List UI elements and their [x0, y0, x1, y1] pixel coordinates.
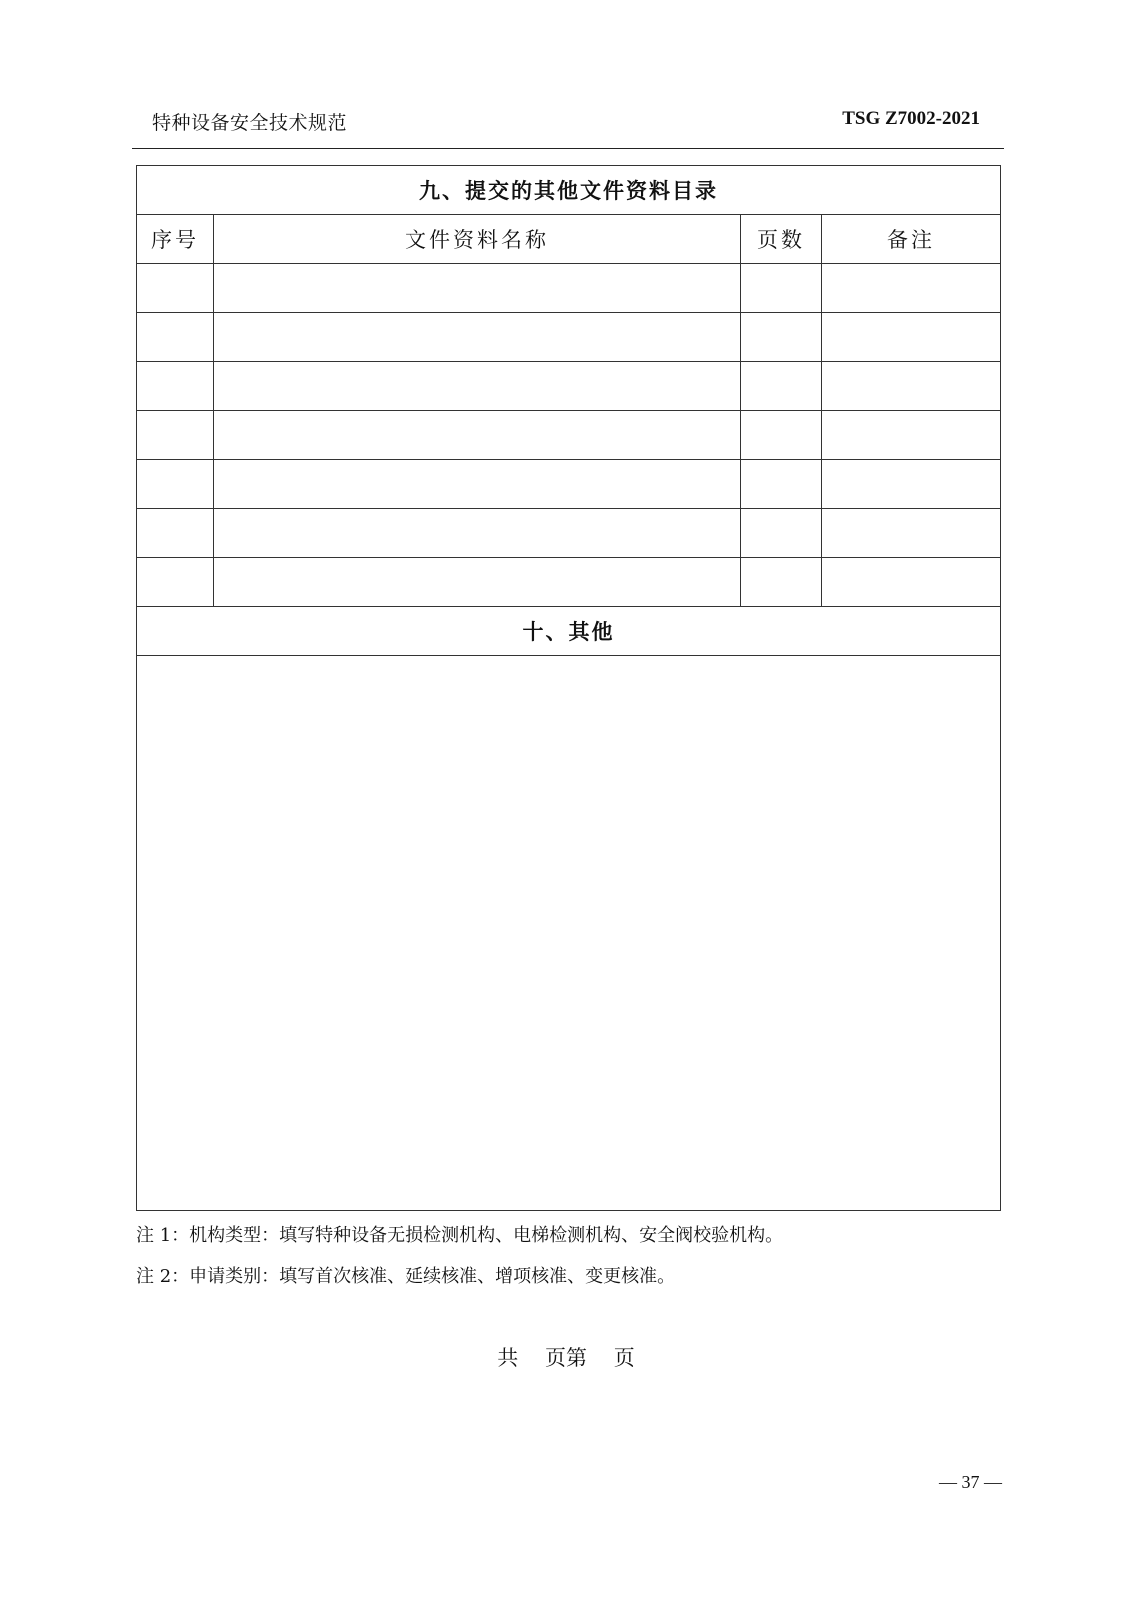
page-count-line: 共 页第 页	[497, 1346, 635, 1370]
cell-pages[interactable]	[741, 313, 822, 362]
section9-title: 九、提交的其他文件资料目录	[137, 166, 1001, 215]
cell-remarks[interactable]	[822, 411, 1001, 460]
form-table	[136, 165, 1001, 1211]
cell-pages[interactable]	[741, 264, 822, 313]
cell-serial[interactable]	[137, 558, 214, 607]
table-row	[137, 460, 1001, 509]
cell-pages[interactable]	[741, 411, 822, 460]
cell-document-name[interactable]	[214, 264, 741, 313]
header-standard-code: TSG Z7002-2021	[842, 108, 980, 129]
column-header-pages: 页数	[741, 215, 822, 264]
cell-remarks[interactable]	[822, 509, 1001, 558]
cell-document-name[interactable]	[214, 313, 741, 362]
cell-document-name[interactable]	[214, 362, 741, 411]
column-header-remarks: 备注	[822, 215, 1001, 264]
cell-remarks[interactable]	[822, 558, 1001, 607]
cell-serial[interactable]	[137, 460, 214, 509]
cell-pages[interactable]	[741, 460, 822, 509]
cell-remarks[interactable]	[822, 313, 1001, 362]
page-number: — 37 —	[939, 1472, 1002, 1492]
section10-content-area[interactable]	[137, 656, 1001, 1211]
section10-body-row	[137, 656, 1001, 1211]
cell-remarks[interactable]	[822, 264, 1001, 313]
table-row	[137, 411, 1001, 460]
column-header-serial: 序号	[137, 215, 214, 264]
table-row	[137, 509, 1001, 558]
cell-remarks[interactable]	[822, 362, 1001, 411]
cell-pages[interactable]	[741, 509, 822, 558]
section9-title-row	[137, 166, 1001, 215]
column-header-document-name: 文件资料名称	[214, 215, 741, 264]
cell-document-name[interactable]	[214, 411, 741, 460]
section9-header-row	[137, 215, 1001, 264]
cell-document-name[interactable]	[214, 509, 741, 558]
cell-serial[interactable]	[137, 264, 214, 313]
cell-document-name[interactable]	[214, 558, 741, 607]
header-title: 特种设备安全技术规范	[152, 112, 348, 134]
cell-serial[interactable]	[137, 411, 214, 460]
header-rule	[132, 148, 1004, 149]
cell-serial[interactable]	[137, 362, 214, 411]
cell-document-name[interactable]	[214, 460, 741, 509]
table-row	[137, 264, 1001, 313]
table-row	[137, 313, 1001, 362]
cell-remarks[interactable]	[822, 460, 1001, 509]
note-1: 注 1：机构类型：填写特种设备无损检测机构、电梯检测机构、安全阀校验机构。	[136, 1225, 784, 1246]
cell-serial[interactable]	[137, 313, 214, 362]
cell-pages[interactable]	[741, 558, 822, 607]
note-2: 注 2：申请类别：填写首次核准、延续核准、增项核准、变更核准。	[136, 1266, 676, 1287]
cell-serial[interactable]	[137, 509, 214, 558]
cell-pages[interactable]	[741, 362, 822, 411]
section10-title: 十、其他	[137, 607, 1001, 656]
table-row	[137, 362, 1001, 411]
table-row	[137, 558, 1001, 607]
section10-title-row	[137, 607, 1001, 656]
